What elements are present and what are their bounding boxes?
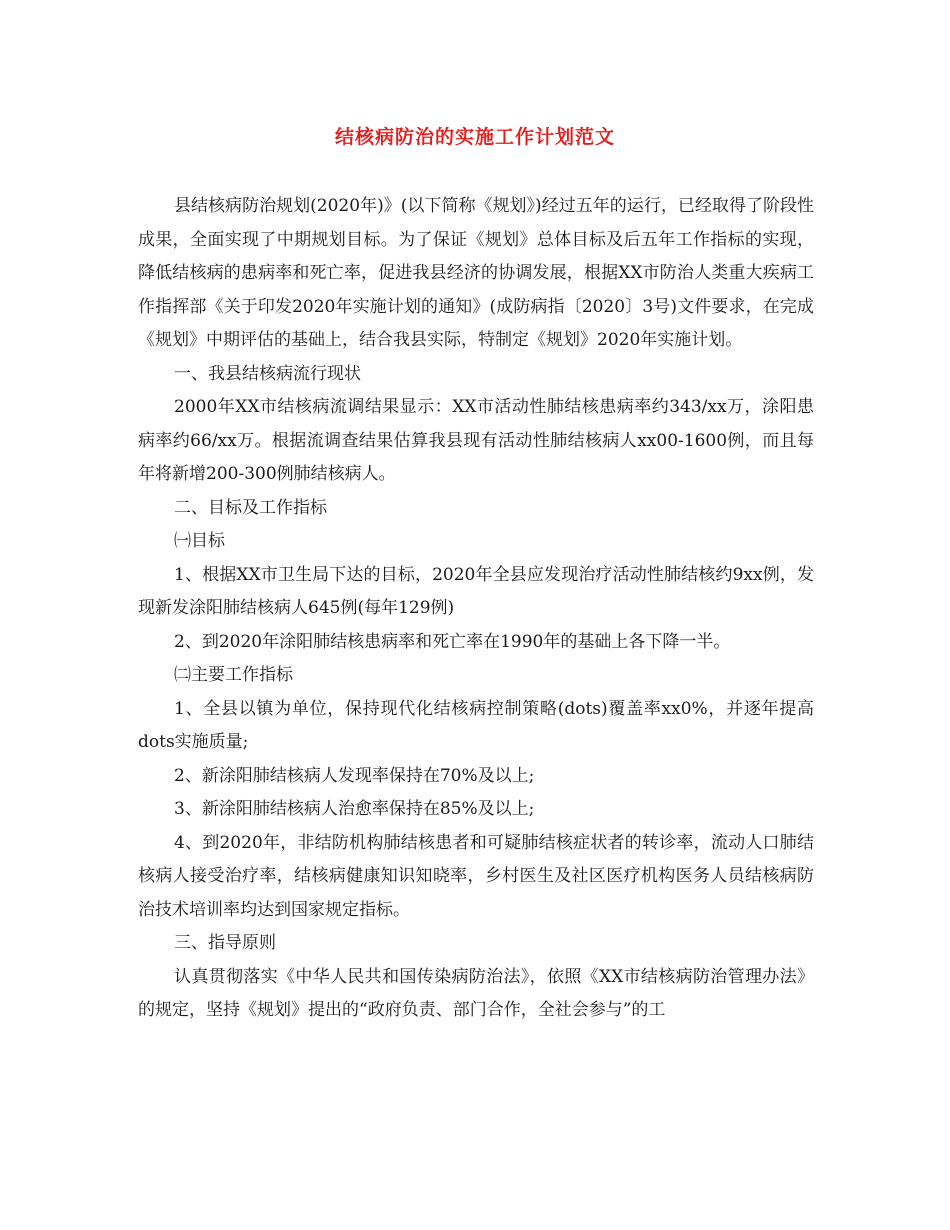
paragraph-indicator-4: 4、到2020年，非结防机构肺结核患者和可疑肺结核症状者的转诊率，流动人口肺结核病人接受治疗率，结核病健康知识知晓率，乡村医生及社区医疗机构医务人员结核病防治技术培训率均达到国家规定指标。	[138, 832, 814, 920]
document-title: 结核病防治的实施工作计划范文	[334, 126, 615, 148]
section-heading-3: 三、指导原则	[174, 933, 276, 953]
section-heading-1: 一、我县结核病流行现状	[174, 363, 361, 384]
paragraph-intro: 县结核病防治规划(2020年)》(以下简称《规划》)经过五年的运行，已经取得了阶段性成果，全面实现了中期规划目标。为了保证《规划》总体目标及后五年工作指标的实现，降低结核病的患病率和死亡率，促进我县经济的协调发展，根据XX市防治人类重大疾病工作指挥部《关于印发2020年实施计划的通知》(成防病指〔2020〕3号)文件要求，在完成《规划》中期评估的基础上，结合我县实际，特制定《规划》2020年实施计划。	[138, 196, 814, 350]
subsection-heading-indicators: ㈡主要工作指标	[174, 665, 293, 685]
document-body	[138, 190, 814, 1028]
paragraph-indicator-1: 1、全县以镇为单位，保持现代化结核病控制策略(dots)覆盖率xx0%，并逐年提高dots实施质量;	[138, 698, 814, 752]
paragraph-goal-1: 1、根据XX市卫生局下达的目标，2020年全县应发现治疗活动性肺结核约9xx例，发现新发涂阳肺结核病人645例(每年129例)	[138, 564, 814, 618]
paragraph-epidemic-status: 2000年XX市结核病流调结果显示：XX市活动性肺结核患病率约343/xx万，涂阳患病率约66/xx万。根据流调查结果估算我县现有活动性肺结核病人xx00-1600例，而且每年将新增200-300例肺结核病人。	[138, 397, 814, 484]
subsection-heading-goals: ㈠目标	[174, 531, 225, 551]
paragraph-goal-2: 2、到2020年涂阳肺结核患病率和死亡率在1990年的基础上各下降一半。	[174, 631, 731, 652]
section-heading-2: 二、目标及工作指标	[174, 497, 327, 518]
paragraph-principles: 认真贯彻落实《中华人民共和国传染病防治法》，依照《XX市结核病防治管理办法》的规定，坚持《规划》提出的“政府负责、部门合作，全社会参与”的工	[138, 966, 814, 1020]
paragraph-indicator-3: 3、新涂阳肺结核病人治愈率保持在85%及以上;	[174, 799, 535, 819]
paragraph-indicator-2: 2、新涂阳肺结核病人发现率保持在70%及以上;	[174, 765, 535, 786]
